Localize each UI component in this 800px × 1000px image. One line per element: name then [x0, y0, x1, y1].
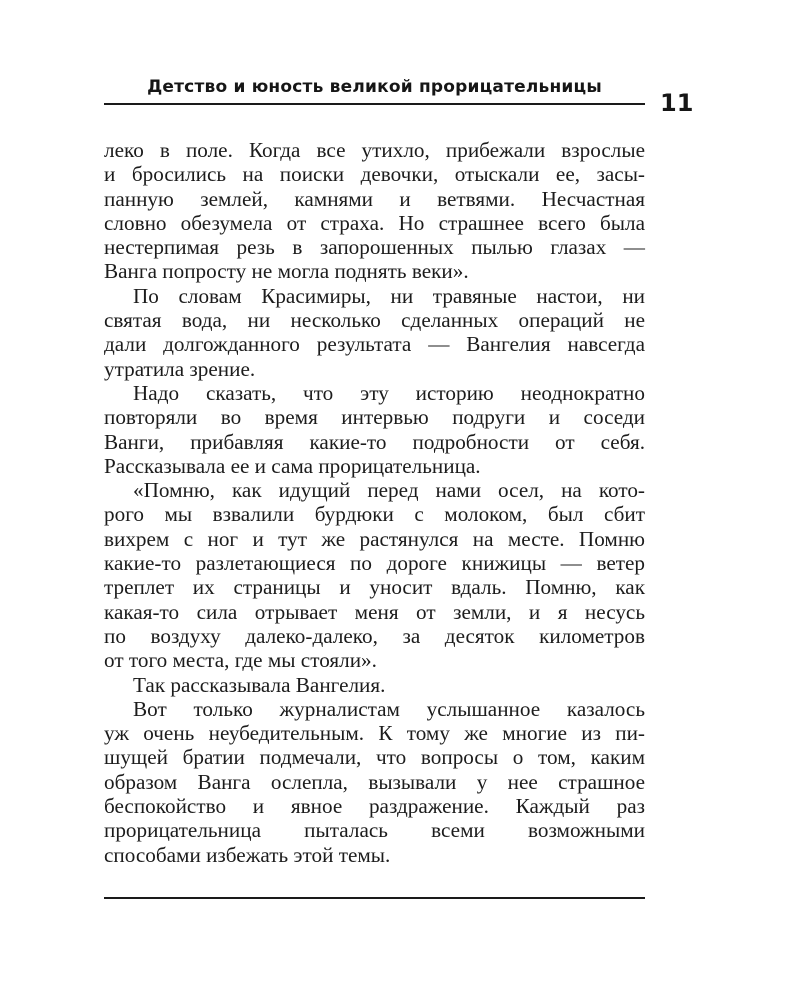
text-line: шущей братии подмечали, что вопросы о том, каким	[104, 745, 645, 770]
text-line: «Помню, как идущий перед нами осел, на кото-	[133, 478, 645, 503]
text-line: способами избежать этой темы.	[104, 842, 391, 867]
text-line: вихрем с ног и тут же растянулся на месте. Помню	[104, 526, 645, 551]
text-line: леко в поле. Когда все утихло, прибежали взрослые	[104, 138, 645, 162]
text-line: рого мы взвалили бурдюки с молоком, был сбит	[104, 502, 645, 527]
text-line: Надо сказать, что эту историю неоднократно	[133, 380, 645, 405]
page-number: 11	[660, 89, 694, 117]
text-line: святая вода, ни несколько сделанных операций не	[104, 308, 645, 333]
text-line: нестерпимая резь в запорошенных пылью глазах —	[104, 235, 645, 260]
text-line: Ванги, прибавляя какие-то подробности от себя.	[104, 429, 645, 454]
text-line: от того места, где мы стояли».	[104, 648, 377, 673]
text-line: Рассказывала ее и сама прорицательница.	[104, 453, 481, 478]
text-line: словно обезумела от страха. Но страшнее всего была	[104, 210, 645, 235]
text-line: какие-то разлетающиеся по дороге книжицы — ветер	[104, 551, 645, 576]
text-line: Вот только журналистам услышанное казалось	[133, 696, 645, 721]
text-line: прорицательница пыталась всеми возможными	[104, 818, 645, 843]
text-line: дали долгожданного результата — Вангелия навсегда	[104, 332, 645, 357]
text-line: беспокойство и явное раздражение. Каждый раз	[104, 794, 645, 819]
footer-rule	[104, 897, 645, 899]
text-line: утратила зрение.	[104, 356, 256, 381]
text-line: образом Ванга ослепла, вызывали у нее страшное	[104, 769, 645, 794]
text-line: Ванга попросту не могла поднять веки».	[104, 259, 469, 284]
text-line: повторяли во время интервью подруги и соседи	[104, 405, 645, 430]
text-line: какая-то сила отрывает меня от земли, и я несусь	[104, 599, 645, 624]
running-head-title: Детство и юность великой прорицательницы	[147, 77, 602, 97]
text-line: и бросились на поиски девочки, отыскали ее, засы-	[104, 162, 645, 187]
body-text	[104, 138, 645, 867]
text-line: панную землей, камнями и ветвями. Несчастная	[104, 186, 645, 211]
header-rule	[104, 103, 645, 105]
text-line: уж очень неубедительным. К тому же многие из пи-	[104, 721, 645, 746]
text-line: Так рассказывала Вангелия.	[133, 672, 386, 697]
text-line: По словам Красимиры, ни травяные настои, ни	[133, 283, 645, 308]
text-line: по воздуху далеко-далеко, за десяток километров	[104, 623, 645, 648]
text-line: треплет их страницы и уносит вдаль. Помню, как	[104, 575, 645, 600]
